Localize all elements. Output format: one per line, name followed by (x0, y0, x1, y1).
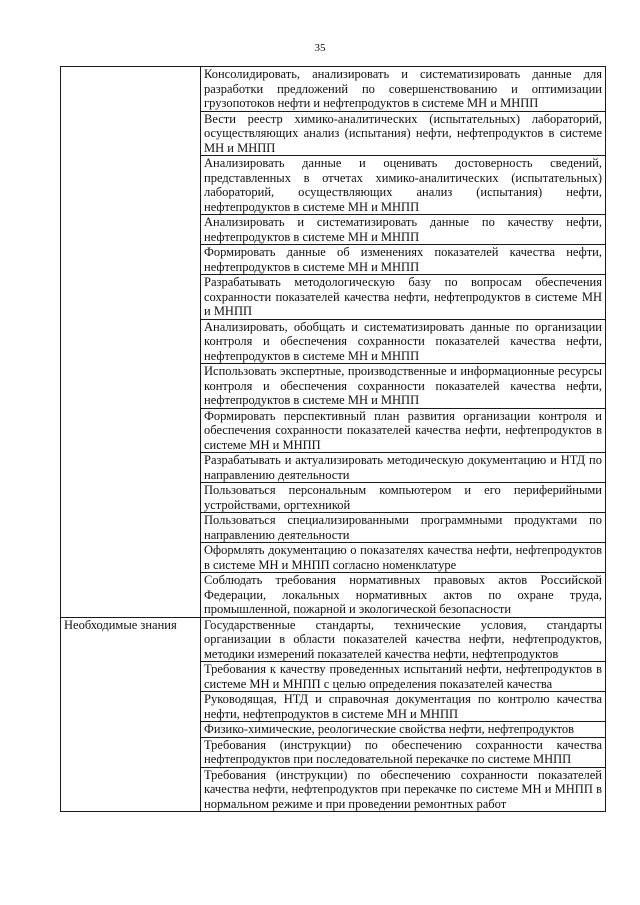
table-cell: Государственные стандарты, технические условия, стандарты организации в области показателей качества нефти, нефтепродуктов, методики измерений показателей качества нефти, нефтепродуктов (201, 617, 606, 662)
page-number: 35 (314, 42, 326, 54)
section-label-skills (61, 67, 201, 618)
table-row (61, 617, 606, 662)
table-cell: Консолидировать, анализировать и систематизировать данные для разработки предложений по совершенствованию и оптимизации грузопотоков нефти и нефтепродуктов в системе МН и МНПП (201, 67, 606, 112)
table-cell: Требования к качеству проведенных испытаний нефти, нефтепродуктов в системе МН и МНПП с целью определения показателей качества (201, 662, 606, 692)
table-cell: Разрабатывать и актуализировать методическую документацию и НТД по направлению деятельности (201, 453, 606, 483)
table-cell: Пользоваться персональным компьютером и его периферийными устройствами, оргтехникой (201, 483, 606, 513)
table-cell: Анализировать и систематизировать данные по качеству нефти, нефтепродуктов в системе МН и МНПП (201, 215, 606, 245)
table-cell: Анализировать, обобщать и систематизировать данные по организации контроля и обеспечения сохранности показателей качества нефти, нефтепродуктов в системе МН и МНПП (201, 319, 606, 364)
table-cell: Требования (инструкции) по обеспечению сохранности показателей качества нефти, нефтепродуктов при перекачке по системе МН и МНПП в нормальном режиме и при проведении ремонтных работ (201, 767, 606, 812)
table-cell: Формировать данные об изменениях показателей качества нефти, нефтепродуктов в системе МН и МНПП (201, 245, 606, 275)
requirements-table-body (61, 67, 606, 812)
table-cell: Формировать перспективный план развития организации контроля и обеспечения сохранности показателей качества нефти, нефтепродуктов в системе МН и МНПП (201, 408, 606, 453)
table-cell: Соблюдать требования нормативных правовых актов Российской Федерации, локальных нормативных актов по охране труда, промышленной, пожарной и экологической безопасности (201, 573, 606, 618)
table-cell: Анализировать данные и оценивать достоверность сведений, представленных в отчетах химико-аналитических (испытательных) лабораторий, осуществляющих анализ (испытания) нефти, нефтепродуктов в системе МН и МНПП (201, 156, 606, 215)
table-cell: Физико-химические, реологические свойства нефти, нефтепродуктов (201, 722, 606, 738)
table-cell: Вести реестр химико-аналитических (испытательных) лабораторий, осуществляющих анализ (испытания) нефти, нефтепродуктов в системе МН и МНПП (201, 111, 606, 156)
table-cell: Руководящая, НТД и справочная документация по контролю качества нефти, нефтепродуктов в системе МН и МНПП (201, 692, 606, 722)
table-cell: Разрабатывать методологическую базу по вопросам обеспечения сохранности показателей качества нефти, нефтепродуктов в системе МН и МНПП (201, 275, 606, 320)
table-cell: Использовать экспертные, производственные и информационные ресурсы контроля и обеспечения сохранности показателей качества нефти, нефтепродуктов в системе МН и МНПП (201, 364, 606, 409)
table-cell: Требования (инструкции) по обеспечению сохранности качества нефтепродуктов при последовательной перекачке по системе МНПП (201, 737, 606, 767)
table-row (61, 67, 606, 112)
section-label-knowledge: Необходимые знания (61, 617, 201, 812)
table-cell: Оформлять документацию о показателях качества нефти, нефтепродуктов в системе МН и МНПП согласно номенклатуре (201, 543, 606, 573)
requirements-table (60, 66, 606, 812)
table-cell: Пользоваться специализированными программными продуктами по направлению деятельности (201, 513, 606, 543)
